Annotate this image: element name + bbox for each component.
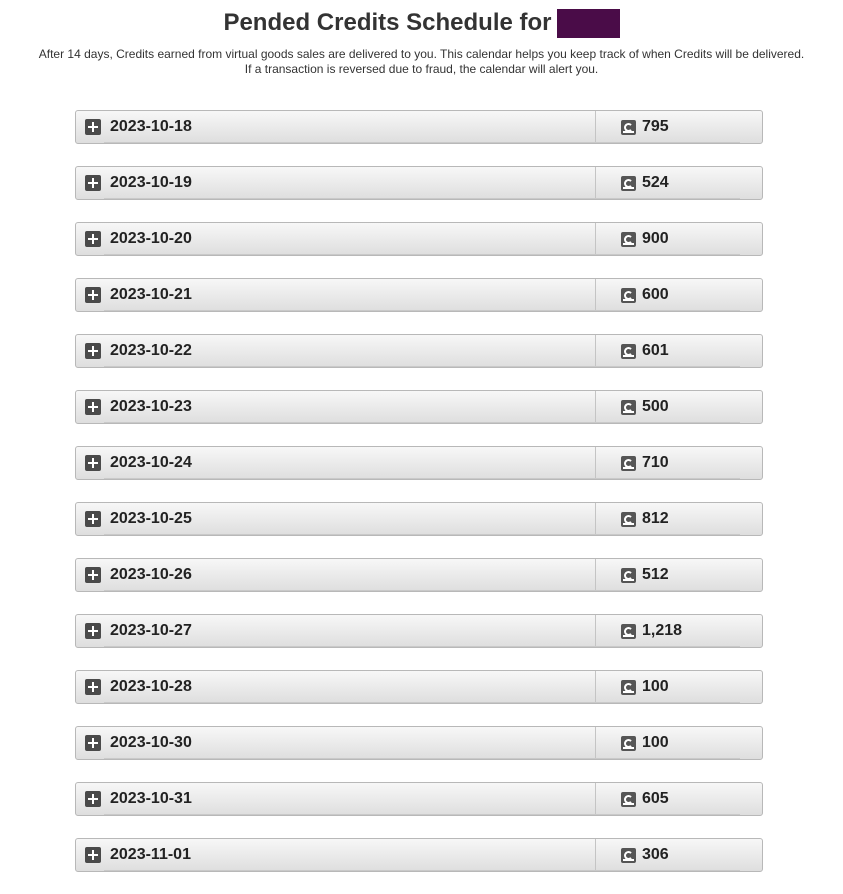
row-credit-cell	[596, 783, 762, 815]
row-amount: 600	[642, 286, 669, 303]
plus-square-icon[interactable]	[85, 511, 101, 527]
row-credit-cell	[596, 167, 762, 199]
row-date: 2023-10-21	[110, 286, 192, 303]
schedule-row[interactable]	[75, 726, 763, 760]
row-credit-cell	[596, 447, 762, 479]
row-date: 2023-10-19	[110, 174, 192, 191]
schedule-row[interactable]	[75, 558, 763, 592]
row-date-cell	[76, 727, 596, 759]
plus-square-icon[interactable]	[85, 399, 101, 415]
schedule-row[interactable]	[75, 222, 763, 256]
schedule-row[interactable]	[75, 502, 763, 536]
plus-square-icon[interactable]	[85, 231, 101, 247]
row-date: 2023-10-26	[110, 566, 192, 583]
row-date: 2023-10-30	[110, 734, 192, 751]
schedule-row[interactable]	[75, 110, 763, 144]
row-date-cell	[76, 615, 596, 647]
credits-coin-icon	[621, 736, 636, 751]
credits-coin-icon	[621, 176, 636, 191]
row-credit-cell	[596, 839, 762, 871]
plus-square-icon[interactable]	[85, 847, 101, 863]
row-date-cell	[76, 279, 596, 311]
row-amount: 100	[642, 678, 669, 695]
intro-line-2: If a transaction is reversed due to fraud, the calendar will alert you.	[244, 62, 599, 76]
credits-coin-icon	[621, 120, 636, 135]
credits-coin-icon	[621, 680, 636, 695]
plus-square-icon[interactable]	[85, 735, 101, 751]
row-amount: 795	[642, 118, 669, 135]
credits-coin-icon	[621, 344, 636, 359]
credits-coin-icon	[621, 792, 636, 807]
page-title-text: Pended Credits Schedule for	[223, 9, 552, 36]
row-date-cell	[76, 503, 596, 535]
row-date: 2023-10-20	[110, 230, 192, 247]
row-date: 2023-10-28	[110, 678, 192, 695]
row-date: 2023-10-25	[110, 510, 192, 527]
row-date-cell	[76, 167, 596, 199]
row-credit-cell	[596, 391, 762, 423]
row-date-cell	[76, 391, 596, 423]
credits-coin-icon	[621, 624, 636, 639]
row-date-cell	[76, 671, 596, 703]
row-date-cell	[76, 559, 596, 591]
row-credit-cell	[596, 727, 762, 759]
row-credit-cell	[596, 559, 762, 591]
row-credit-cell	[596, 503, 762, 535]
row-credit-cell	[596, 111, 762, 143]
redacted-app-name	[557, 9, 620, 38]
row-amount: 710	[642, 454, 669, 471]
row-date: 2023-10-23	[110, 398, 192, 415]
row-date-cell	[76, 111, 596, 143]
row-amount: 605	[642, 790, 669, 807]
schedule-row[interactable]	[75, 446, 763, 480]
schedule-row[interactable]	[75, 390, 763, 424]
row-date-cell	[76, 223, 596, 255]
schedule-list	[75, 110, 763, 894]
plus-square-icon[interactable]	[85, 119, 101, 135]
row-amount: 812	[642, 510, 669, 527]
intro-line-1: After 14 days, Credits earned from virtual goods sales are delivered to you. This calendar helps you keep track of when Credits will be delivered.	[38, 47, 805, 61]
credits-coin-icon	[621, 456, 636, 471]
intro-text	[0, 47, 843, 77]
row-amount: 512	[642, 566, 669, 583]
row-date: 2023-11-01	[110, 846, 191, 863]
row-amount: 500	[642, 398, 669, 415]
row-date: 2023-10-24	[110, 454, 192, 471]
plus-square-icon[interactable]	[85, 455, 101, 471]
row-amount: 1,218	[642, 622, 683, 639]
credits-coin-icon	[621, 568, 636, 583]
schedule-row[interactable]	[75, 278, 763, 312]
row-date-cell	[76, 839, 596, 871]
plus-square-icon[interactable]	[85, 287, 101, 303]
plus-square-icon[interactable]	[85, 623, 101, 639]
plus-square-icon[interactable]	[85, 567, 101, 583]
row-date: 2023-10-22	[110, 342, 192, 359]
row-credit-cell	[596, 671, 762, 703]
credits-coin-icon	[621, 232, 636, 247]
row-date: 2023-10-27	[110, 622, 192, 639]
schedule-row[interactable]	[75, 838, 763, 872]
row-date: 2023-10-18	[110, 118, 192, 135]
row-amount: 900	[642, 230, 669, 247]
row-credit-cell	[596, 335, 762, 367]
row-amount: 601	[642, 342, 669, 359]
row-amount: 100	[642, 734, 669, 751]
row-credit-cell	[596, 223, 762, 255]
schedule-row[interactable]	[75, 782, 763, 816]
row-credit-cell	[596, 615, 762, 647]
page-title	[0, 7, 843, 39]
row-amount: 524	[642, 174, 669, 191]
row-date-cell	[76, 447, 596, 479]
credits-coin-icon	[621, 848, 636, 863]
plus-square-icon[interactable]	[85, 679, 101, 695]
schedule-row[interactable]	[75, 334, 763, 368]
plus-square-icon[interactable]	[85, 791, 101, 807]
credits-coin-icon	[621, 400, 636, 415]
plus-square-icon[interactable]	[85, 343, 101, 359]
plus-square-icon[interactable]	[85, 175, 101, 191]
page-header	[0, 0, 843, 77]
row-date-cell	[76, 335, 596, 367]
schedule-row[interactable]	[75, 166, 763, 200]
row-date-cell	[76, 783, 596, 815]
schedule-row[interactable]	[75, 670, 763, 704]
row-credit-cell	[596, 279, 762, 311]
row-date: 2023-10-31	[110, 790, 192, 807]
credits-coin-icon	[621, 288, 636, 303]
row-amount: 306	[642, 846, 669, 863]
schedule-row[interactable]	[75, 614, 763, 648]
credits-coin-icon	[621, 512, 636, 527]
